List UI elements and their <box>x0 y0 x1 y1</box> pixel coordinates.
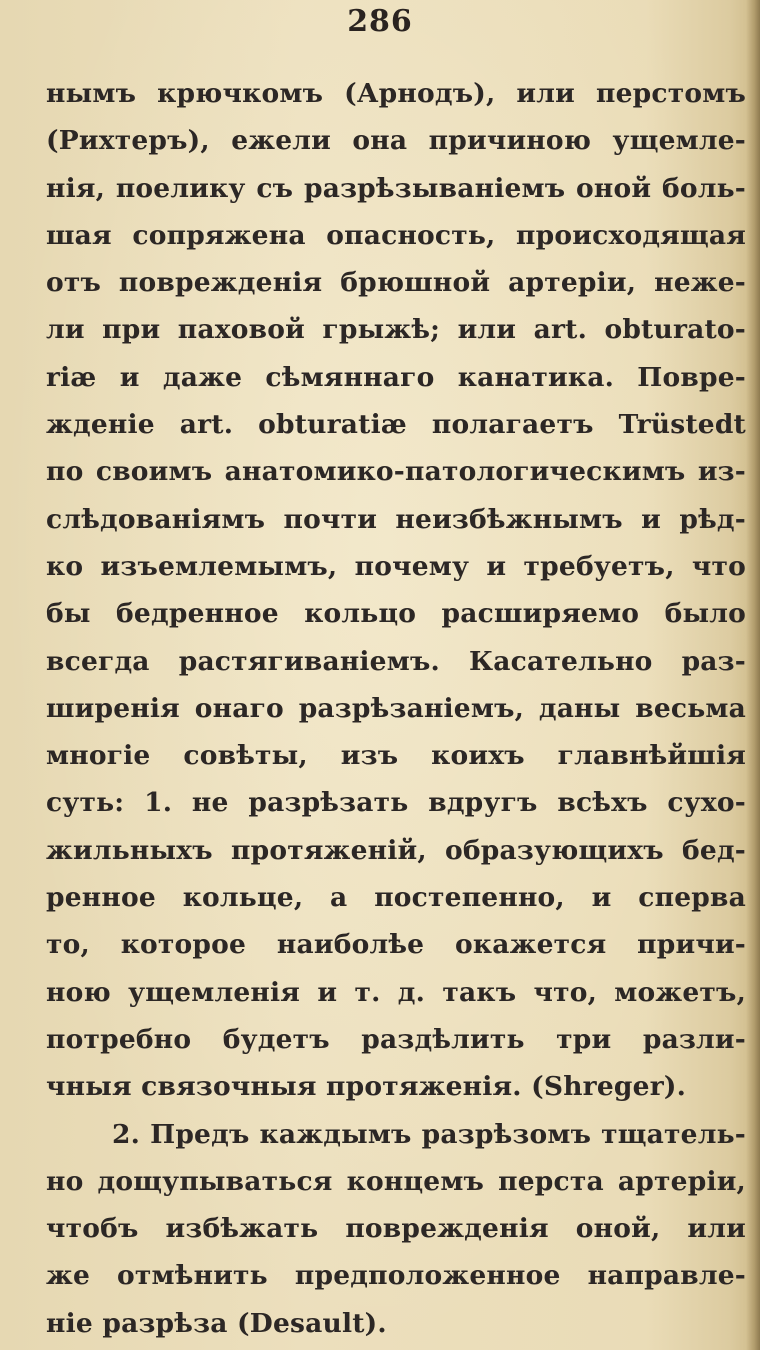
text-line: жильныхъ протяженій, образующихъ бед- <box>46 834 746 866</box>
text-line: (Рихтеръ), ежели она причиною ущемле- <box>46 125 746 157</box>
text-line: суть: 1. не разрѣзать вдругъ всѣхъ сухо- <box>46 787 746 819</box>
text-line: же отмѣнить предположенное направле- <box>46 1260 746 1292</box>
paragraph-1 <box>46 70 746 1111</box>
text-line: бы бедренное кольцо расширяемо было <box>46 598 746 630</box>
text-line: многіе совѣты, изъ коихъ главнѣйшія <box>46 740 746 772</box>
text-line: по своимъ анатомико-патологическимъ из- <box>46 456 746 488</box>
page-edge-shadow <box>746 0 760 1350</box>
text-line: всегда растягиваніемъ. Касательно раз- <box>46 645 746 677</box>
paragraph-2 <box>46 1111 746 1347</box>
page-number: 286 <box>347 4 413 39</box>
text-line: слѣдованіямъ почти неизбѣжнымъ и рѣд- <box>46 503 746 535</box>
text-line: 2. Предъ каждымъ разрѣзомъ тщатель- <box>112 1118 746 1150</box>
text-line: потребно будетъ раздѣлить три разли- <box>46 1023 746 1055</box>
text-line: нія, поелику съ разрѣзываніемъ оной боль- <box>46 172 746 204</box>
text-line: чтобъ избѣжать поврежденія оной, или <box>46 1213 746 1245</box>
text-line: чныя связочныя протяженія. (Shreger). <box>46 1071 687 1103</box>
text-line: ніе разрѣза (Desault). <box>46 1307 387 1339</box>
text-line: ширенія онаго разрѣзаніемъ, даны весьма <box>46 692 746 724</box>
text-line: но дощупываться концемъ перста артеріи, <box>46 1165 746 1197</box>
text-line: riæ и даже сѣмяннаго канатика. Повре- <box>46 361 746 393</box>
text-line: нымъ крючкомъ (Арнодъ), или перстомъ <box>46 78 746 109</box>
body-text <box>46 70 746 1347</box>
text-line: ко изъемлемымъ, почему и требуетъ, что <box>46 550 746 582</box>
text-line: ренное кольце, а постепенно, и сперва <box>46 882 746 914</box>
text-line: шая сопряжена опасность, происходящая <box>46 219 746 251</box>
text-line: ною ущемленія и т. д. такъ что, можетъ, <box>46 976 746 1008</box>
text-line: отъ поврежденія брюшной артеріи, неже- <box>46 267 746 299</box>
text-line: жденіе art. obturatiæ полагаетъ Trüstedt <box>46 409 746 441</box>
text-line: то, которое наиболѣе окажется причи- <box>46 929 746 961</box>
text-line: ли при паховой грыжѣ; или art. obturato- <box>46 314 746 346</box>
